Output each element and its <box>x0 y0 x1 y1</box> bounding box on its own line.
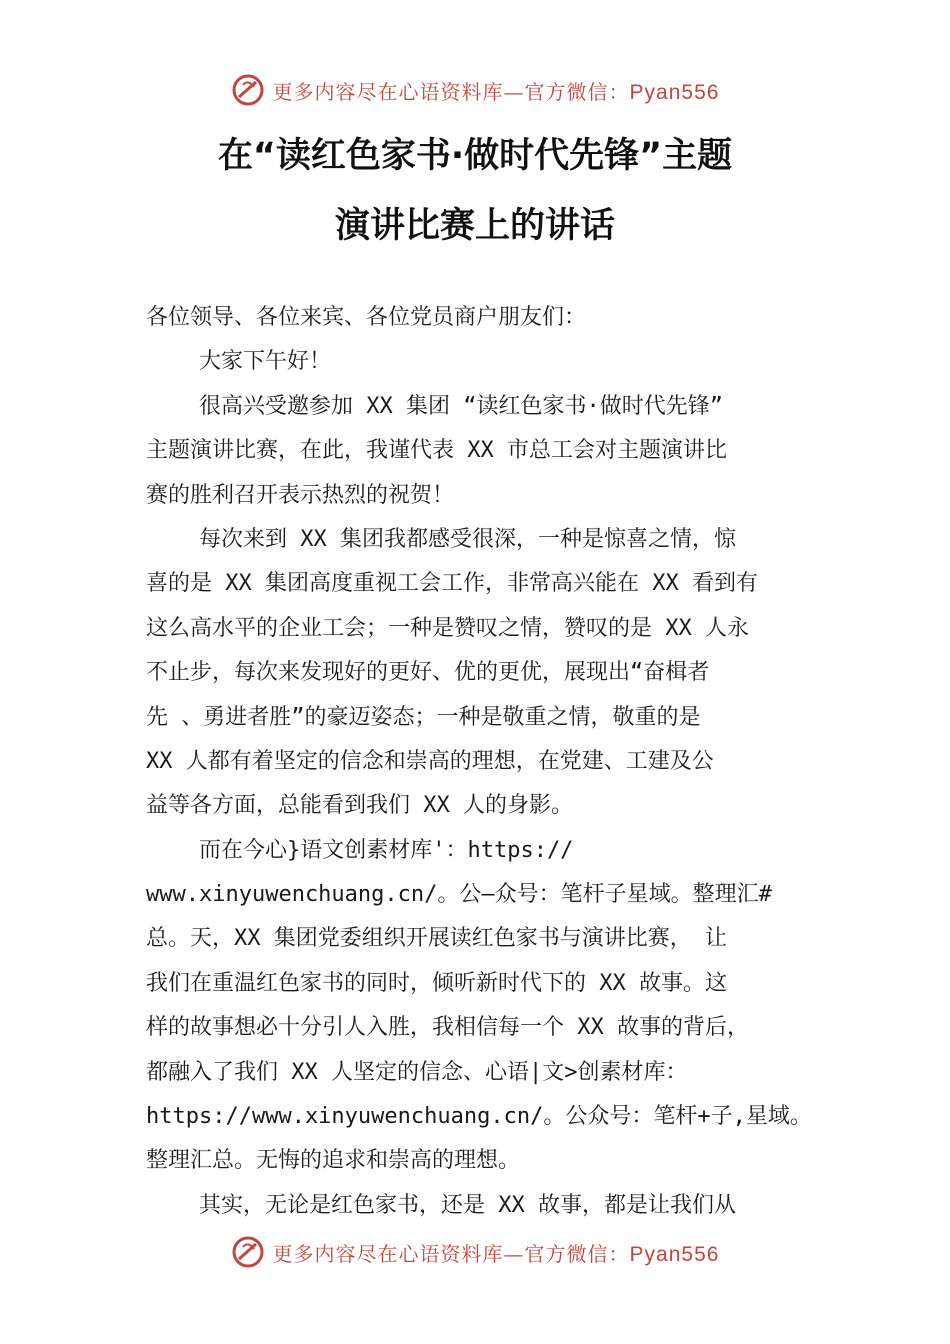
body-line: 很高兴受邀参加 XX 集团 “读红色家书·做时代先锋” <box>146 393 723 419</box>
watermark-text <box>273 76 720 105</box>
body-line: 而在今心}语文创素材库'：https:// <box>146 837 574 863</box>
footer-watermark-banner <box>0 1230 950 1274</box>
document-title-line-1: 在“读红色家书·做时代先锋”主题 <box>217 136 733 176</box>
body-line: 我们在重温红色家书的同时，倾听新时代下的 XX 故事。这 <box>146 970 727 996</box>
header-watermark-banner <box>0 68 950 112</box>
body-line: 赛的胜利召开表示热烈的祝贺！ <box>146 482 455 508</box>
body-line: XX 人都有着坚定的信念和崇高的理想，在党建、工建及公 <box>146 748 714 774</box>
body-line: 这么高水平的企业工会；一种是赞叹之情，赞叹的是 XX 人永 <box>146 615 749 641</box>
body-line: 先 、勇进者胜”的豪迈姿态；一种是敬重之情，敬重的是 <box>146 704 701 730</box>
watermark-text <box>273 1238 720 1267</box>
document-title-line-2: 演讲比赛上的讲话 <box>334 206 615 246</box>
watermark-label: 更多内容尽在心语资料库—官方微信： <box>272 1241 630 1266</box>
body-line: 其实，无论是红色家书，还是 XX 故事，都是让我们从 <box>146 1192 736 1218</box>
body-line: 主题演讲比赛，在此，我谨代表 XX 市总工会对主题演讲比 <box>146 438 727 464</box>
body-line: 不止步，每次来发现好的更好、优的更优，展现出“奋楫者 <box>146 660 710 686</box>
body-line: www.xinyuwenchuang.cn/。公—众号：笔杆子星域。整理汇# <box>146 882 772 908</box>
body-line: 喜的是 XX 集团高度重视工会工作，非常高兴能在 XX 看到有 <box>146 571 758 597</box>
body-line: 每次来到 XX 集团我都感受很深，一种是惊喜之情，惊 <box>146 526 736 552</box>
body-line: 都融入了我们 XX 人坚定的信念、心语|文>创素材库： <box>146 1059 688 1085</box>
body-line: 益等各方面，总能看到我们 XX 人的身影。 <box>146 793 573 819</box>
body-line: https://www.xinyuwenchuang.cn/。公众号：笔杆+子,星域。 <box>146 1104 812 1130</box>
watermark-wechat-id: Pyan556 <box>629 1242 720 1266</box>
watermark-label: 更多内容尽在心语资料库—官方微信： <box>272 79 630 104</box>
watermark-wechat-id: Pyan556 <box>629 80 720 104</box>
speech-body <box>146 296 836 1228</box>
body-line: 大家下午好！ <box>146 349 331 375</box>
body-line: 总。天，XX 集团党委组织开展读红色家书与演讲比赛， 让 <box>146 926 727 952</box>
brand-logo-icon <box>231 1235 265 1269</box>
body-line: 整理汇总。无悔的追求和崇高的理想。 <box>146 1148 521 1174</box>
brand-logo-icon <box>231 73 265 107</box>
body-line: 样的故事想必十分引人入胜，我相信每一个 XX 故事的背后， <box>146 1015 749 1041</box>
body-line: 各位领导、各位来宾、各位党员商户朋友们： <box>146 305 587 330</box>
